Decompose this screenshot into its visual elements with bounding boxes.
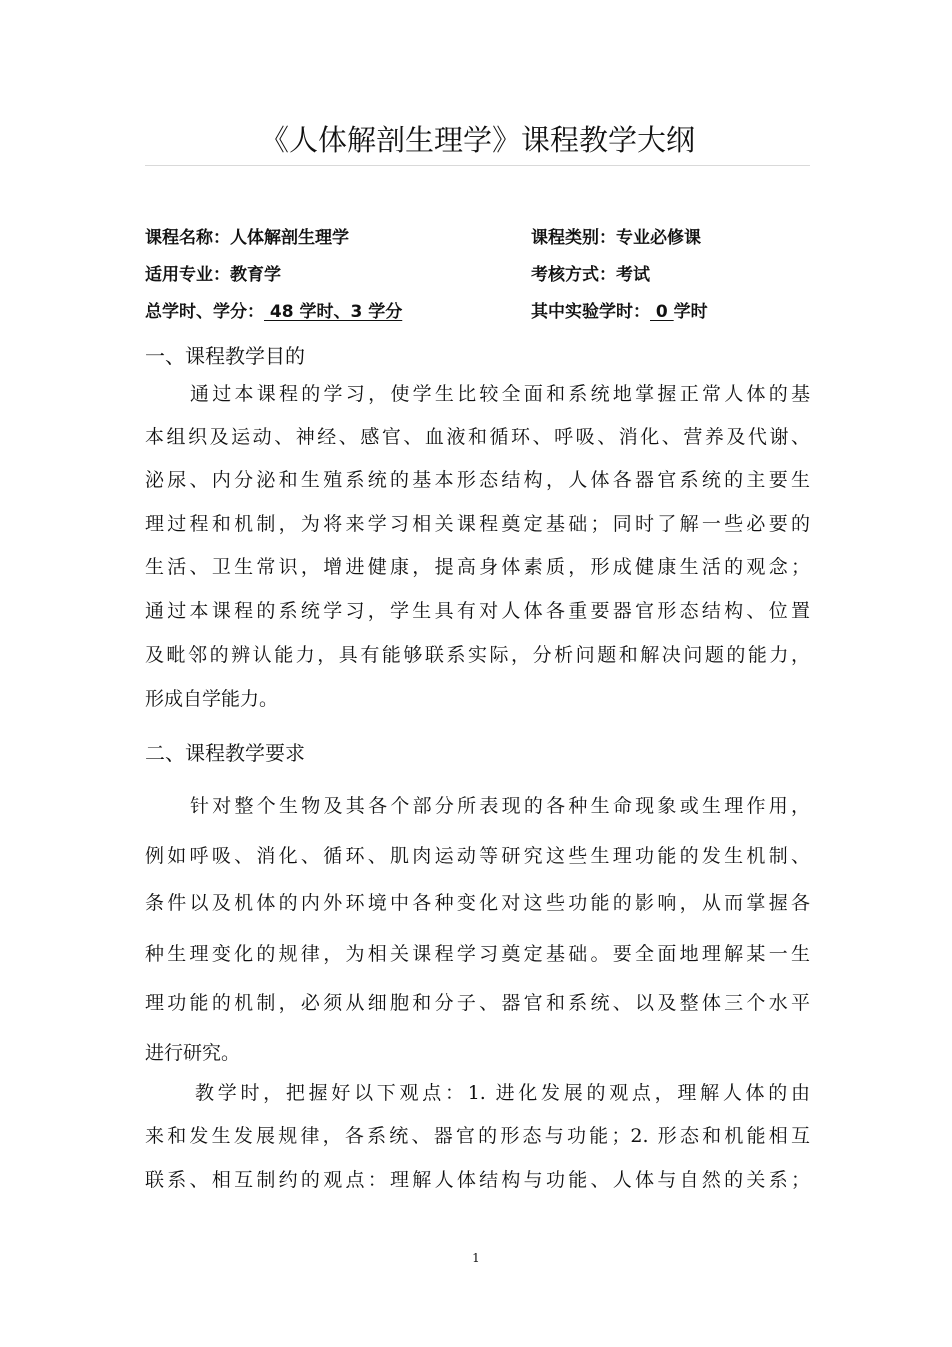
lab-hours-row: [531, 300, 708, 324]
lab-hours-label: 其中实验学时：: [531, 302, 650, 322]
paragraph-line: 及毗邻的辨认能力，具有能够联系实际，分析问题和解决问题的能力，: [145, 644, 810, 666]
paragraph-line: 泌尿、内分泌和生殖系统的基本形态结构，人体各器官系统的主要生: [145, 469, 810, 491]
assessment-label: 考核方式：: [531, 265, 616, 285]
paragraph-line: 通过本课程的学习，使学生比较全面和系统地掌握正常人体的基: [190, 383, 810, 405]
section-heading-teaching-purpose: 一、课程教学目的: [145, 344, 305, 368]
paragraph-line: 生活、卫生常识，增进健康，提高身体素质，形成健康生活的观念；: [145, 556, 810, 578]
course-name-label: 课程名称：: [145, 228, 230, 248]
paragraph-line: 条件以及机体的内外环境中各种变化对这些功能的影响，从而掌握各: [145, 892, 810, 914]
page-number: 1: [472, 1251, 480, 1265]
paragraph-line: 进行研究。: [145, 1042, 241, 1064]
hours-label: 总学时、学分：: [145, 302, 264, 322]
course-name-row: [145, 226, 349, 250]
lab-hours-value: 0: [650, 302, 674, 322]
paragraph-line: 种生理变化的规律，为相关课程学习奠定基础。要全面地理解某一生: [145, 943, 810, 965]
paragraph-line: 理过程和机制，为将来学习相关课程奠定基础；同时了解一些必要的: [145, 513, 810, 535]
major-row: [145, 263, 281, 287]
major-value: 教育学: [230, 265, 281, 285]
assessment-row: [531, 263, 650, 287]
paragraph-line: 来和发生发展规律，各系统、器官的形态与功能；2. 形态和机能相互: [145, 1125, 810, 1147]
paragraph-line: 教学时，把握好以下观点：1. 进化发展的观点，理解人体的由: [195, 1082, 810, 1104]
assessment-value: 考试: [616, 265, 650, 285]
paragraph-line: 联系、相互制约的观点：理解人体结构与功能、人体与自然的关系；: [145, 1169, 810, 1191]
course-type-label: 课程类别：: [531, 228, 616, 248]
paragraph-line: 理功能的机制，必须从细胞和分子、器官和系统、以及整体三个水平: [145, 992, 810, 1014]
paragraph-line: 形成自学能力。: [145, 688, 279, 710]
paragraph-line: 针对整个生物及其各个部分所表现的各种生命现象或生理作用，: [190, 795, 810, 817]
paragraph-line: 本组织及运动、神经、感官、血液和循环、呼吸、消化、营养及代谢、: [145, 426, 810, 448]
lab-hours-unit: 学时: [673, 302, 708, 322]
course-name-value: 人体解剖生理学: [230, 228, 349, 248]
paragraph-line: 例如呼吸、消化、循环、肌肉运动等研究这些生理功能的发生机制、: [145, 845, 810, 867]
course-type-row: [531, 226, 701, 250]
document-title: 《人体解剖生理学》课程教学大纲: [259, 123, 695, 157]
paragraph-line: 通过本课程的系统学习，学生具有对人体各重要器官形态结构、位置: [145, 600, 810, 622]
major-label: 适用专业：: [145, 265, 230, 285]
section-heading-teaching-requirements: 二、课程教学要求: [145, 741, 305, 765]
hours-value: 48 学时、3 学分: [264, 302, 403, 322]
hours-row: [145, 300, 402, 324]
title-divider: [145, 165, 810, 166]
course-type-value: 专业必修课: [616, 228, 701, 248]
